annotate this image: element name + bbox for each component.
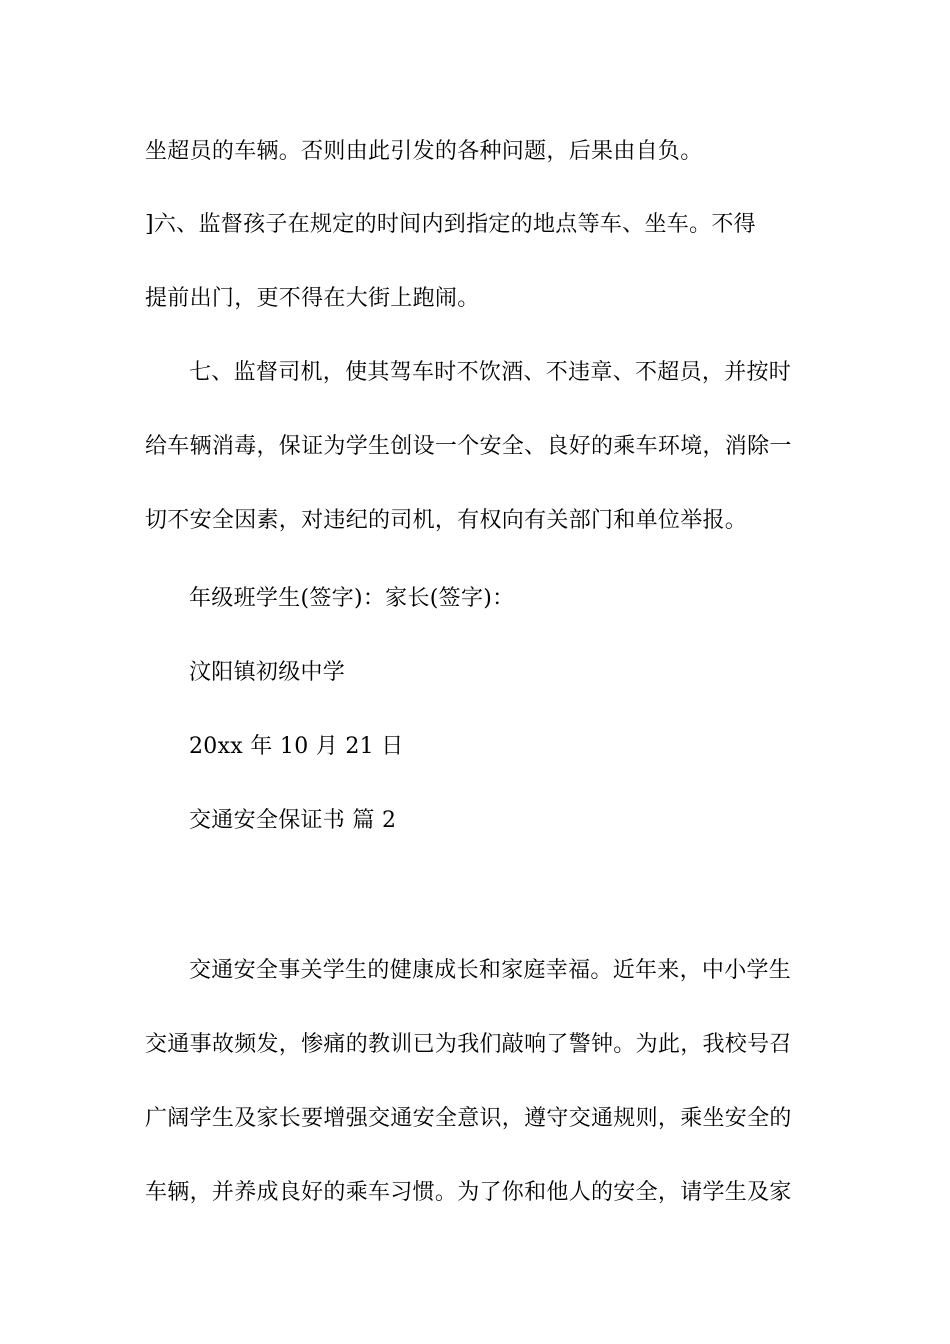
section-title: 交通安全保证书 篇 2 [189,808,397,833]
text-line: 提前出门，更不得在大街上跑闹。 [145,286,480,311]
text-line: 车辆，并养成良好的乘车习惯。为了你和他人的安全，请学生及家 [145,1180,792,1205]
text-line: ]六、监督孩子在规定的时间内到指定的地点等车、坐车。不得 [145,212,756,237]
text-line: 交通事故频发，惨痛的教训已为我们敲响了警钟。为此，我校号召 [145,1032,792,1057]
text-line: 七、监督司机，使其驾车时不饮酒、不违章、不超员，并按时 [189,360,792,385]
text-line: 坐超员的车辆。否则由此引发的各种问题，后果由自负。 [145,139,703,164]
signature-line: 年级班学生(签字)：家长(签字)： [189,586,515,611]
text-line: 给车辆消毒，保证为学生创设一个安全、良好的乘车环境，消除一 [145,434,792,459]
text-line: 交通安全事关学生的健康成长和家庭幸福。近年来，中小学生 [189,958,792,983]
text-line: 广阔学生及家长要增强交通安全意识，遵守交通规则，乘坐安全的 [145,1106,792,1131]
text-line: 切不安全因素，对违纪的司机，有权向有关部门和单位举报。 [145,508,748,533]
date-line: 20xx 年 10 月 21 日 [189,734,404,759]
school-name: 汶阳镇初级中学 [189,660,346,685]
